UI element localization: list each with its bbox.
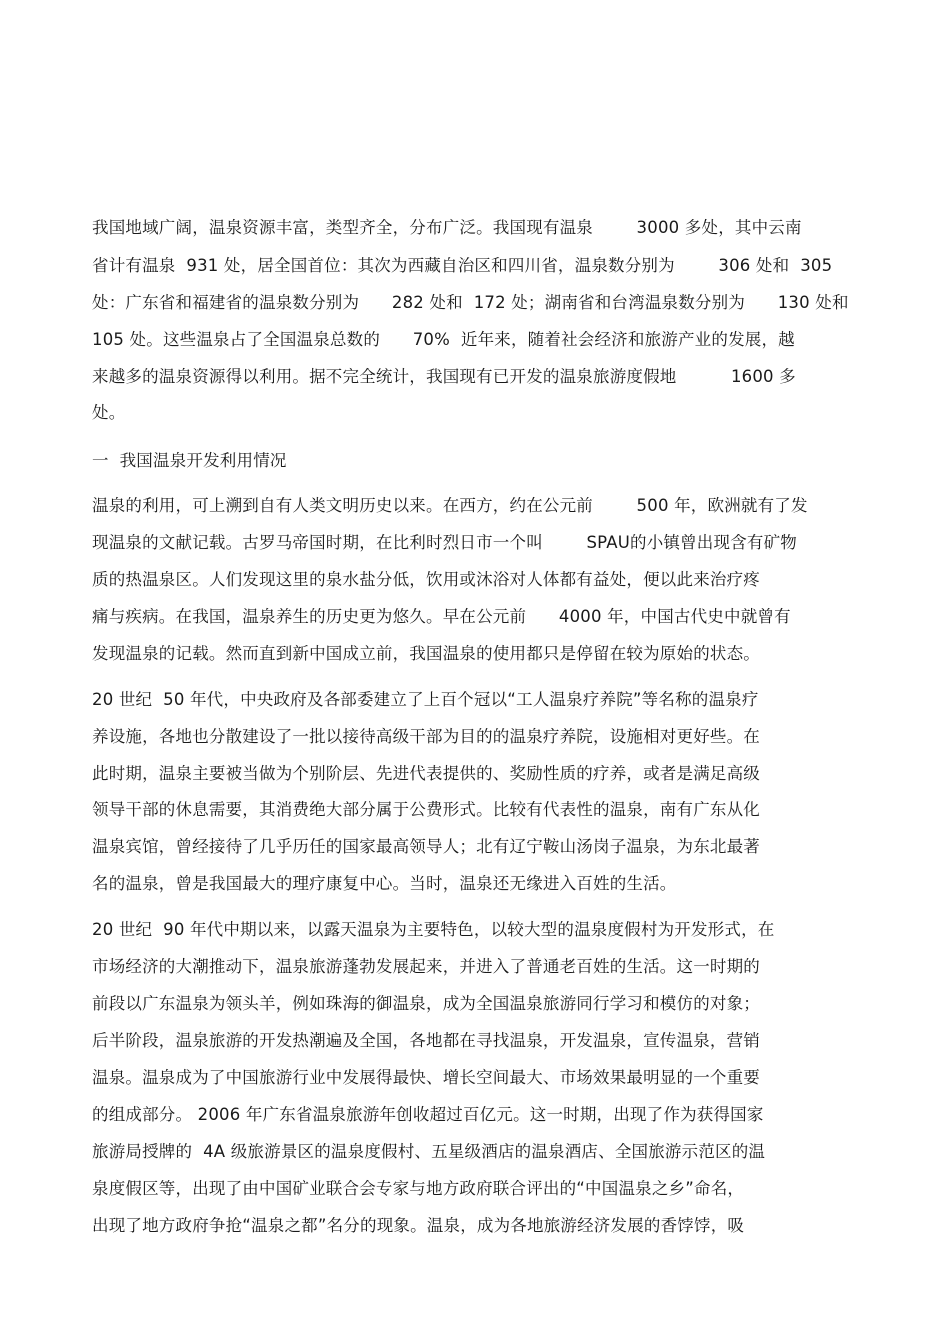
paragraph-4-line-9: 出现了地方政府争抢“温泉之都”名分的现象。温泉，成为各地旅游经济发展的香饽饽，吸 xyxy=(92,1216,745,1235)
paragraph-2-line-5: 发现温泉的记载。然而直到新中国成立前，我国温泉的使用都只是停留在较为原始的状态。 xyxy=(92,644,760,663)
paragraph-4-line-1: 20 世纪 90 年代中期以来，以露天温泉为主要特色，以较大型的温泉度假村为开发形式，在 xyxy=(92,920,775,939)
paragraph-4-line-4: 后半阶段，温泉旅游的开发热潮遍及全国，各地都在寻找温泉，开发温泉，宣传温泉，营销 xyxy=(92,1031,760,1050)
paragraph-3-line-2: 养设施，各地也分散建设了一批以接待高级干部为目的的温泉疗养院，设施相对更好些。在 xyxy=(92,727,760,746)
paragraph-1-line-5: 来越多的温泉资源得以利用。据不完全统计，我国现有已开发的温泉旅游度假地 1600 多 xyxy=(92,367,796,386)
paragraph-3-line-3: 此时期，温泉主要被当做为个别阶层、先进代表提供的、奖励性质的疗养，或者是满足高级 xyxy=(92,764,760,783)
paragraph-1-line-6: 处。 xyxy=(92,403,126,422)
paragraph-3-line-4: 领导干部的休息需要，其消费绝大部分属于公费形式。比较有代表性的温泉，南有广东从化 xyxy=(92,800,760,819)
paragraph-1-line-1: 我国地域广阔，温泉资源丰富，类型齐全，分布广泛。我国现有温泉 3000 多处，其中云南 xyxy=(92,218,802,237)
paragraph-4-line-5: 温泉。温泉成为了中国旅游行业中发展得最快、增长空间最大、市场效果最明显的一个重要 xyxy=(92,1068,760,1087)
paragraph-4-line-8: 泉度假区等，出现了由中国矿业联合会专家与地方政府联合评出的“中国温泉之乡”命名， xyxy=(92,1179,745,1198)
paragraph-1-line-4: 105 处。这些温泉占了全国温泉总数的 70% 近年来，随着社会经济和旅游产业的发展，越 xyxy=(92,330,795,349)
paragraph-2-line-1: 温泉的利用，可上溯到自有人类文明历史以来。在西方，约在公元前 500 年，欧洲就有了发 xyxy=(92,496,808,515)
paragraph-4-line-7: 旅游局授牌的 4A 级旅游景区的温泉度假村、五星级酒店的温泉酒店、全国旅游示范区的温 xyxy=(92,1142,766,1161)
paragraph-2-line-2: 现温泉的文献记载。古罗马帝国时期，在比利时烈日市一个叫 SPAU的小镇曾出现含有矿物 xyxy=(92,533,797,552)
paragraph-3-line-5: 温泉宾馆，曾经接待了几乎历任的国家最高领导人；北有辽宁鞍山汤岗子温泉，为东北最著 xyxy=(92,837,760,856)
section-heading: 一 我国温泉开发利用情况 xyxy=(92,451,287,470)
paragraph-2-line-4: 痛与疾病。在我国，温泉养生的历史更为悠久。早在公元前 4000 年，中国古代史中就曾有 xyxy=(92,607,791,626)
paragraph-1-line-3: 处：广东省和福建省的温泉数分别为 282 处和 172 处；湖南省和台湾温泉数分别为 130 处和 xyxy=(92,293,849,312)
paragraph-1-line-2: 省计有温泉 931 处，居全国首位：其次为西藏自治区和四川省，温泉数分别为 306 处和 305 xyxy=(92,256,833,275)
paragraph-3-line-1: 20 世纪 50 年代，中央政府及各部委建立了上百个冠以“工人温泉疗养院”等名称的温泉疗 xyxy=(92,690,759,709)
paragraph-4-line-3: 前段以广东温泉为领头羊，例如珠海的御温泉，成为全国温泉旅游同行学习和模仿的对象； xyxy=(92,994,760,1013)
paragraph-3-line-6: 名的温泉，曾是我国最大的理疗康复中心。当时，温泉还无缘进入百姓的生活。 xyxy=(92,874,677,893)
paragraph-2-line-3: 质的热温泉区。人们发现这里的泉水盐分低，饮用或沐浴对人体都有益处，便以此来治疗疼 xyxy=(92,570,760,589)
paragraph-4-line-6: 的组成部分。 2006 年广东省温泉旅游年创收超过百亿元。这一时期，出现了作为获得国家 xyxy=(92,1105,764,1124)
paragraph-4-line-2: 市场经济的大潮推动下，温泉旅游蓬勃发展起来，并进入了普通老百姓的生活。这一时期的 xyxy=(92,957,760,976)
